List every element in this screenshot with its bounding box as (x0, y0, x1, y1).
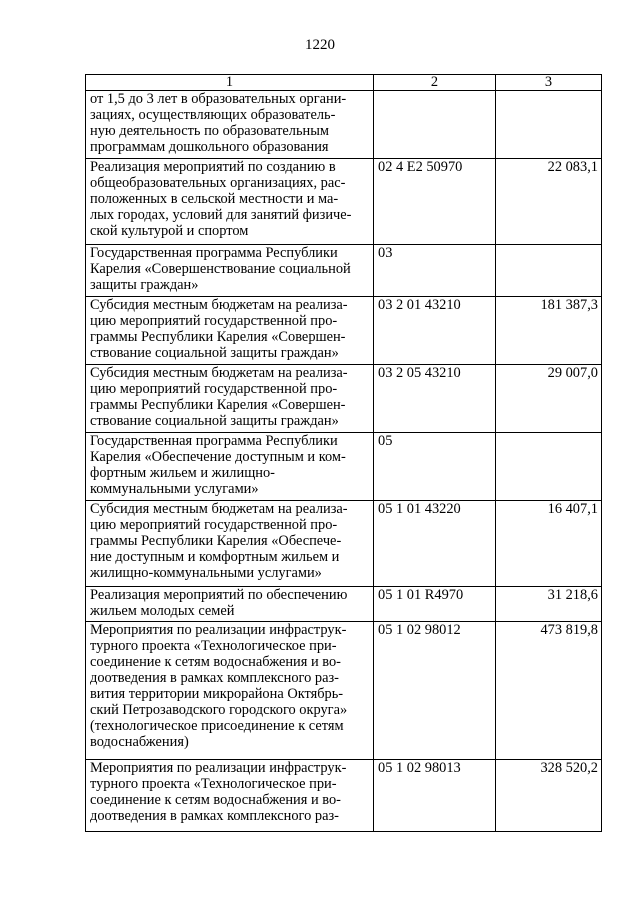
row-name: Мероприятия по реализации инфраструк- турного проекта «Технологическое при- соединение к сетям водоснабжения и во- доотведения в рамках комплексного раз- вития территории микрорайона Октябрь- ский Петрозаводского городского округа» (технологическое присоединение к сетям водоснабжения) (86, 622, 374, 760)
row-code: 05 (374, 433, 496, 501)
row-code: 05 1 02 98012 (374, 622, 496, 760)
row-code: 02 4 E2 50970 (374, 159, 496, 245)
row-amount (496, 91, 602, 159)
row-amount: 29 007,0 (496, 365, 602, 433)
row-amount: 473 819,8 (496, 622, 602, 760)
row-code: 05 1 02 98013 (374, 760, 496, 832)
row-name: Мероприятия по реализации инфраструк- турного проекта «Технологическое при- соединение к сетям водоснабжения и во- доотведения в рамках комплексного раз- (86, 760, 374, 832)
row-name: Субсидия местным бюджетам на реализа- цию мероприятий государственной про- граммы Республики Карелия «Обеспече- ние доступным и комфортным жильем и жилищно-коммунальными услугами» (86, 501, 374, 587)
row-name: Государственная программа Республики Карелия «Обеспечение доступным и ком- фортным жильем и жилищно- коммунальными услугами» (86, 433, 374, 501)
row-name: Реализация мероприятий по обеспечению жильем молодых семей (86, 587, 374, 622)
row-name: Субсидия местным бюджетам на реализа- цию мероприятий государственной про- граммы Республики Карелия «Совершен- ствование социальной защиты граждан» (86, 365, 374, 433)
row-code: 03 (374, 245, 496, 297)
column-header-3: 3 (496, 75, 602, 91)
row-name: от 1,5 до 3 лет в образовательных органи- зациях, осуществляющих образователь- ную деятельность по образовательным программам дошкольного образования (86, 91, 374, 159)
table-row (86, 245, 602, 297)
row-amount: 22 083,1 (496, 159, 602, 245)
table-row (86, 159, 602, 245)
row-code: 03 2 01 43210 (374, 297, 496, 365)
column-header-2: 2 (374, 75, 496, 91)
table-row (86, 365, 602, 433)
row-amount: 31 218,6 (496, 587, 602, 622)
page-number: 1220 (305, 37, 335, 53)
table-row (86, 433, 602, 501)
row-amount (496, 245, 602, 297)
table-row (86, 91, 602, 159)
table-row (86, 587, 602, 622)
table-row (86, 501, 602, 587)
table-row (86, 297, 602, 365)
row-code: 05 1 01 R4970 (374, 587, 496, 622)
row-code: 05 1 01 43220 (374, 501, 496, 587)
table-row (86, 760, 602, 832)
row-code (374, 91, 496, 159)
table-header-row (86, 75, 602, 91)
row-code: 03 2 05 43210 (374, 365, 496, 433)
row-amount: 328 520,2 (496, 760, 602, 832)
column-header-1: 1 (86, 75, 374, 91)
row-name: Реализация мероприятий по созданию в общеобразовательных организациях, рас- положенных в сельской местности и ма- лых городах, условий для занятий физиче- ской культурой и спортом (86, 159, 374, 245)
row-name: Субсидия местным бюджетам на реализа- цию мероприятий государственной про- граммы Республики Карелия «Совершен- ствование социальной защиты граждан» (86, 297, 374, 365)
table-row (86, 622, 602, 760)
row-amount (496, 433, 602, 501)
row-amount: 16 407,1 (496, 501, 602, 587)
row-amount: 181 387,3 (496, 297, 602, 365)
budget-table (85, 74, 602, 832)
row-name: Государственная программа Республики Карелия «Совершенствование социальной защиты граждан» (86, 245, 374, 297)
